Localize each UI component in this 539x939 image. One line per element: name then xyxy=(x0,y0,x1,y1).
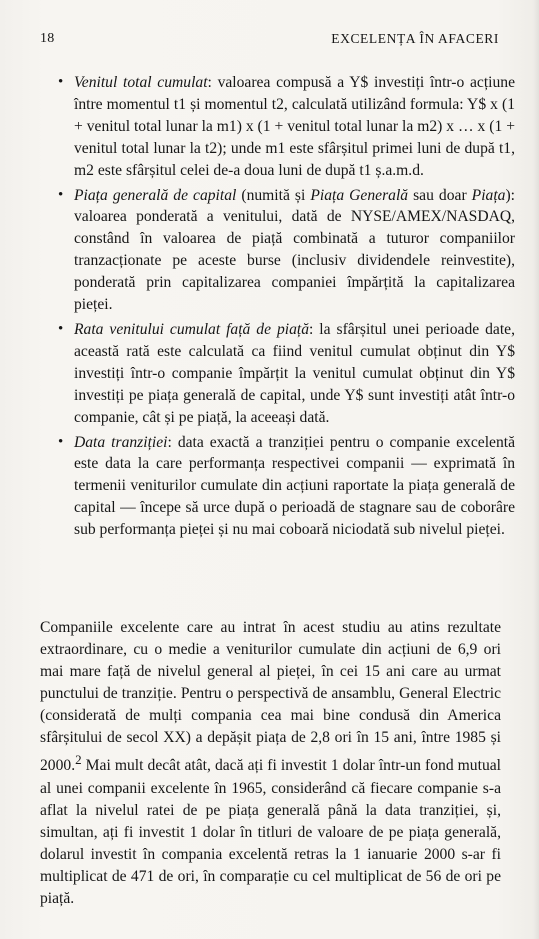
definition-term-alias: Piața xyxy=(471,186,506,204)
bullet-icon: • xyxy=(58,320,64,337)
paragraph-text: Companiile excelente care au intrat în acest studiu au atins rezultate extraordinare, cu o medie a veniturilor cumulate din acțiuni de 6,9 ori mai mare față de nivelul general al pieței, în cei 15 ani care au urmat punctului de tranziție. Pentru o perspectivă de ansamblu, General Electric (considerată de mulți compania cea mai bine condusă din America sfârșitului de secol XX) a depășit piața de 2,8 ori în 15 ani, între 1985 și 2000. xyxy=(40,619,501,775)
definition-item xyxy=(58,72,515,182)
definition-term-alias: Piața Generală xyxy=(310,186,409,204)
page-header xyxy=(40,31,499,51)
bullet-icon: • xyxy=(58,74,64,90)
page-edge-shadow xyxy=(533,0,539,939)
definition-term: Venitul total cumulat xyxy=(74,74,208,91)
definition-text: : valoarea compusă a Y$ investiți într-o acțiune între momentul t1 și momentul t2, calculată utilizând formula: Y$ x (1 + venitul total lunar la m1) x (1 + venitul total lunar la m2) x … x (1 + venitul total lunar la t2); unde m1 este sfârșitul primei luni de după t1, m2 este sfârșitul celei de-a doua luni de după t1 ș.a.m.d. xyxy=(74,74,516,179)
definition-term: Piața generală de capital xyxy=(74,186,237,204)
definition-term: Data tranziției xyxy=(74,433,168,451)
definition-text: : data exactă a tranziției pentru o companie excelentă este data la care performanța respectivei companii — exprimată în termenii veniturilor cumulate din acțiuni raportate la piața generală de capital — începe să urce după o perioadă de stagnare sau de coborâre sub performanța pieței și nu mai coboară niciodată sub nivelul pieței. xyxy=(74,433,515,539)
paragraph-text: Mai mult decât atât, dacă ați fi investit 1 dolar într-un fond mutual al unei companii excelente în 1965, considerând că fiecare companie s-a aflat la nivelul ratei de pe piața generală până la data tranziției, și, simultan, ați fi investit 1 dolar în titluri de valoare de pe piața generală, dolarul investit în compania excelentă retras la 1 ianuarie 2000 s-ar fi multiplicat de 471 de ori, în comparație cu cel multiplicat de 56 de ori pe piață. xyxy=(40,757,501,907)
definition-text: ): valoarea ponderată a venitului, dată de NYSE/AMEX/NASDAQ, constând în valoarea de piață combinată a tuturor companiilor tranzacționate pe aceste burse (inclusiv dividendele reinvestite), ponderată prin capitalizarea companiei împărțită la capitalizarea pieței. xyxy=(74,186,515,314)
running-title: EXCELENȚA ÎN AFACERI xyxy=(331,31,499,46)
footnote-marker: 2 xyxy=(75,752,82,768)
definition-text: sau doar xyxy=(408,186,472,204)
definitions-list xyxy=(58,72,515,544)
definition-text: : la sfârșitul unei perioade date, această rată este calculată ca fiind venitul cumulat obținut din Y$ investiți într-o companie împărțit la venitul cumulat obținut din Y$ investiți pe piața generală de capital, unde Y$ sunt investiți atât într-o companie, cât și pe piață, la aceeași dată. xyxy=(74,320,515,426)
bullet-icon: • xyxy=(58,433,64,450)
definition-text: (numită și xyxy=(236,186,311,204)
definition-item xyxy=(58,432,515,542)
definition-item xyxy=(58,185,515,316)
definition-item xyxy=(58,319,515,429)
body-paragraph xyxy=(40,617,501,910)
definition-term: Rata venitului cumulat față de piață xyxy=(74,320,310,338)
page-number: 18 xyxy=(40,31,55,46)
bullet-icon: • xyxy=(58,186,64,203)
